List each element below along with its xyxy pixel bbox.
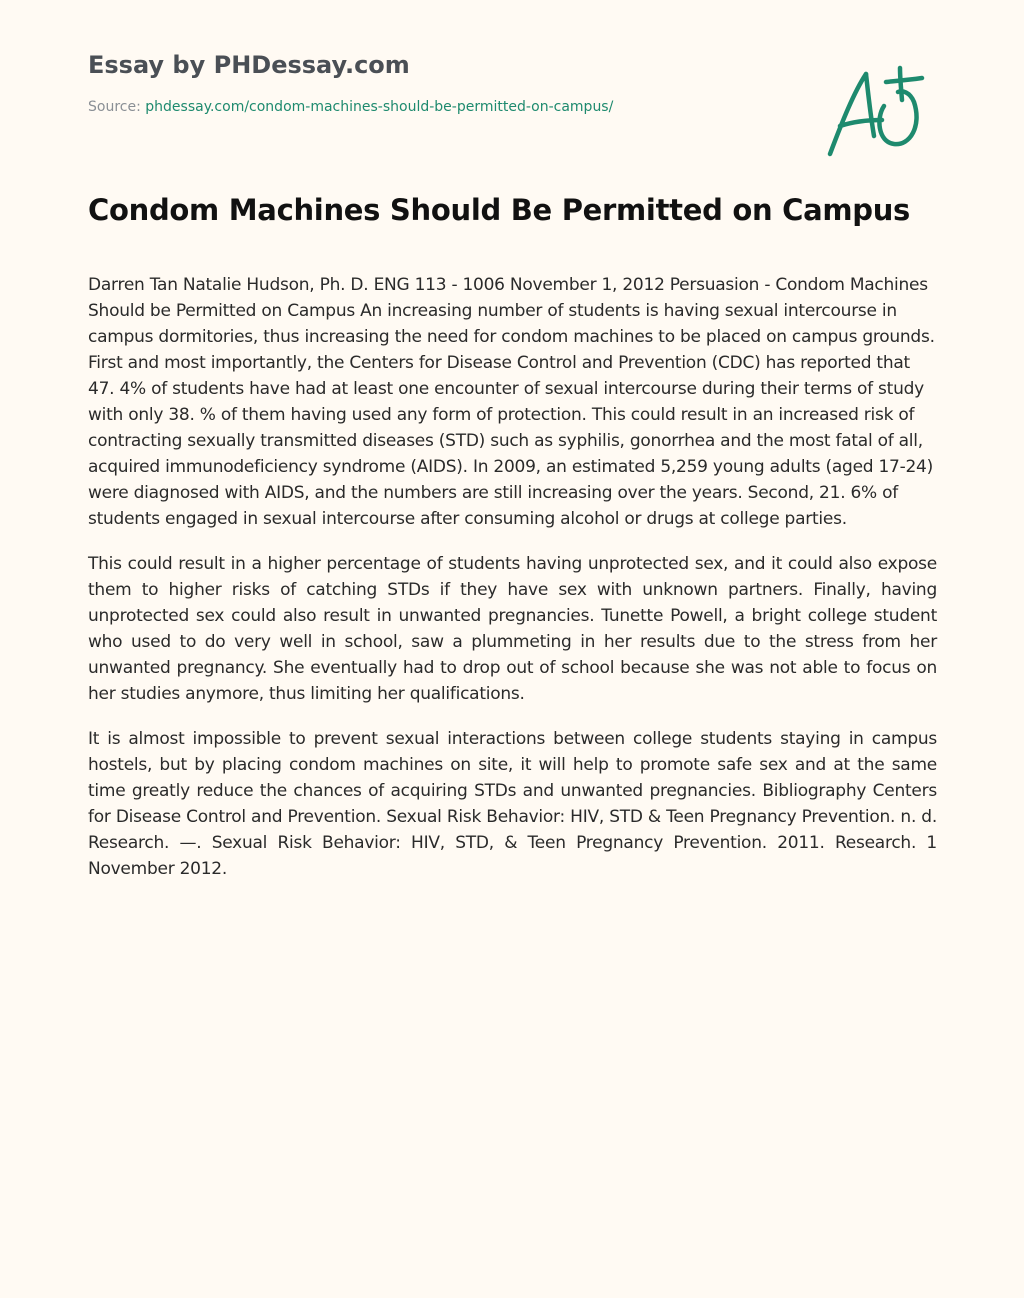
- site-brand: Essay by PHDessay.com: [88, 51, 410, 79]
- source-label: Source:: [88, 99, 146, 115]
- source-link[interactable]: phdessay.com/condom-machines-should-be-permitted-on-campus/: [145, 99, 614, 115]
- essay-title: Condom Machines Should Be Permitted on Campus: [88, 193, 911, 227]
- a-plus-grade-icon: [822, 62, 932, 162]
- essay-body: [88, 272, 937, 901]
- essay-paragraph: It is almost impossible to prevent sexual interactions between college students staying in campus hostels, but by placing condom machines on site, it will help to promote safe sex and at the same time greatly reduce the chances of acquiring STDs and unwanted pregnancies. Bibliography Centers for Disease Control and Prevention. Sexual Risk Behavior: HIV, STD & Teen Pregnancy Prevention. n. d. Research. —. Sexual Risk Behavior: HIV, STD, & Teen Pregnancy Prevention. 2011. Research. 1 November 2012.: [88, 729, 937, 879]
- essay-paragraph: Darren Tan Natalie Hudson, Ph. D. ENG 113 - 1006 November 1, 2012 Persuasion - Condom Machines Should be Permitted on Campus An increasing number of students is having sexual intercourse in campus dormitories, thus increasing the need for condom machines to be placed on campus grounds. First and most importantly, the Centers for Disease Control and Prevention (CDC) has reported that 47. 4% of students have had at least one encounter of sexual intercourse during their terms of study with only 38. % of them having used any form of protection. This could result in an increased risk of contracting sexually transmitted diseases (STD) such as syphilis, gonorrhea and the most fatal of all, acquired immunodeficiency syndrome (AIDS). In 2009, an estimated 5,259 young adults (aged 17-24) were diagnosed with AIDS, and the numbers are still increasing over the years. Second, 21. 6% of students engaged in sexual intercourse after consuming alcohol or drugs at college parties.: [88, 275, 935, 529]
- essay-paragraph: This could result in a higher percentage of students having unprotected sex, and it could also expose them to higher risks of catching STDs if they have sex with unknown partners. Finally, having unprotected sex could also result in unwanted pregnancies. Tunette Powell, a bright college student who used to do very well in school, saw a plummeting in her results due to the stress from her unwanted pregnancy. She eventually had to drop out of school because she was not able to focus on her studies anymore, thus limiting her qualifications.: [88, 554, 937, 704]
- source-line: [88, 97, 788, 117]
- page-header: [88, 48, 788, 117]
